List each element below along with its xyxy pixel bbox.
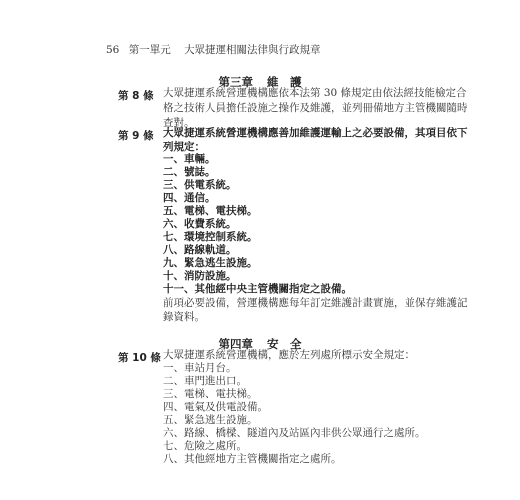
list-item: 七、環境控制系統。: [163, 231, 258, 243]
list-item: 六、路線、橋樑、隧道內及站區內非供公眾通行之處所。: [163, 427, 426, 439]
chapter-label: 第三章: [218, 75, 253, 89]
article-text-line: 前項必要設備，營運機構應每年訂定維護計畫實施，並保存維護記: [163, 297, 468, 309]
article-text-line: 格之技術人員擔任設施之操作及維護，並列冊備地方主管機關隨時: [163, 102, 468, 114]
list-item: 八、其他經地方主管機關指定之處所。: [163, 453, 342, 465]
list-item: 五、緊急逃生設施。: [163, 414, 258, 426]
list-item: 四、通信。: [163, 192, 216, 204]
book-title: 大眾捷運相關法律與行政規章: [184, 44, 321, 56]
article-label: 第 8 條: [118, 90, 154, 102]
list-item: 二、車門進出口。: [163, 375, 247, 387]
article-text-line: 查對。: [163, 117, 195, 129]
list-item: 三、電梯、電扶梯。: [163, 388, 258, 400]
list-item: 三、供電系統。: [163, 179, 237, 191]
list-item: 十、消防設施。: [163, 270, 237, 282]
article-text-line: 列規定：: [163, 141, 205, 153]
article-text-line: 大眾捷運系統營運機構，應於左列處所標示安全規定：: [163, 349, 415, 361]
page-number: 56: [106, 44, 120, 56]
chapter-label: 第四章: [218, 337, 253, 351]
chapter-title: 安 全: [267, 337, 302, 351]
list-item: 九、緊急逃生設施。: [163, 257, 258, 269]
list-item: 四、電氣及供電設備。: [163, 401, 268, 413]
list-item: 六、收費系統。: [163, 218, 237, 230]
article-text-line: 大眾捷運系統營運機構應善加維護運輸上之必要設備，其項目依下: [163, 127, 468, 139]
part-label: 第一單元: [128, 44, 171, 56]
running-header: [106, 42, 321, 57]
list-item: 八、路線軌道。: [163, 244, 237, 256]
list-item: 五、電梯、電扶梯。: [163, 205, 258, 217]
list-item: 十一、其他經中央主管機關指定之設備。: [163, 283, 352, 295]
article-text-line: 大眾捷運系統營運機構應依本法第 30 條規定由依法經技能檢定合: [163, 87, 467, 99]
article-text-line: 錄資料。: [163, 311, 205, 323]
list-item: 二、號誌。: [163, 166, 216, 178]
list-item: 一、車站月台。: [163, 362, 237, 374]
chapter-title: 維 護: [267, 75, 302, 89]
article-label: 第 9 條: [118, 130, 154, 142]
article-label: 第 10 條: [118, 352, 161, 364]
list-item: 七、危險之處所。: [163, 440, 247, 452]
list-item: 一、車輛。: [163, 153, 216, 165]
